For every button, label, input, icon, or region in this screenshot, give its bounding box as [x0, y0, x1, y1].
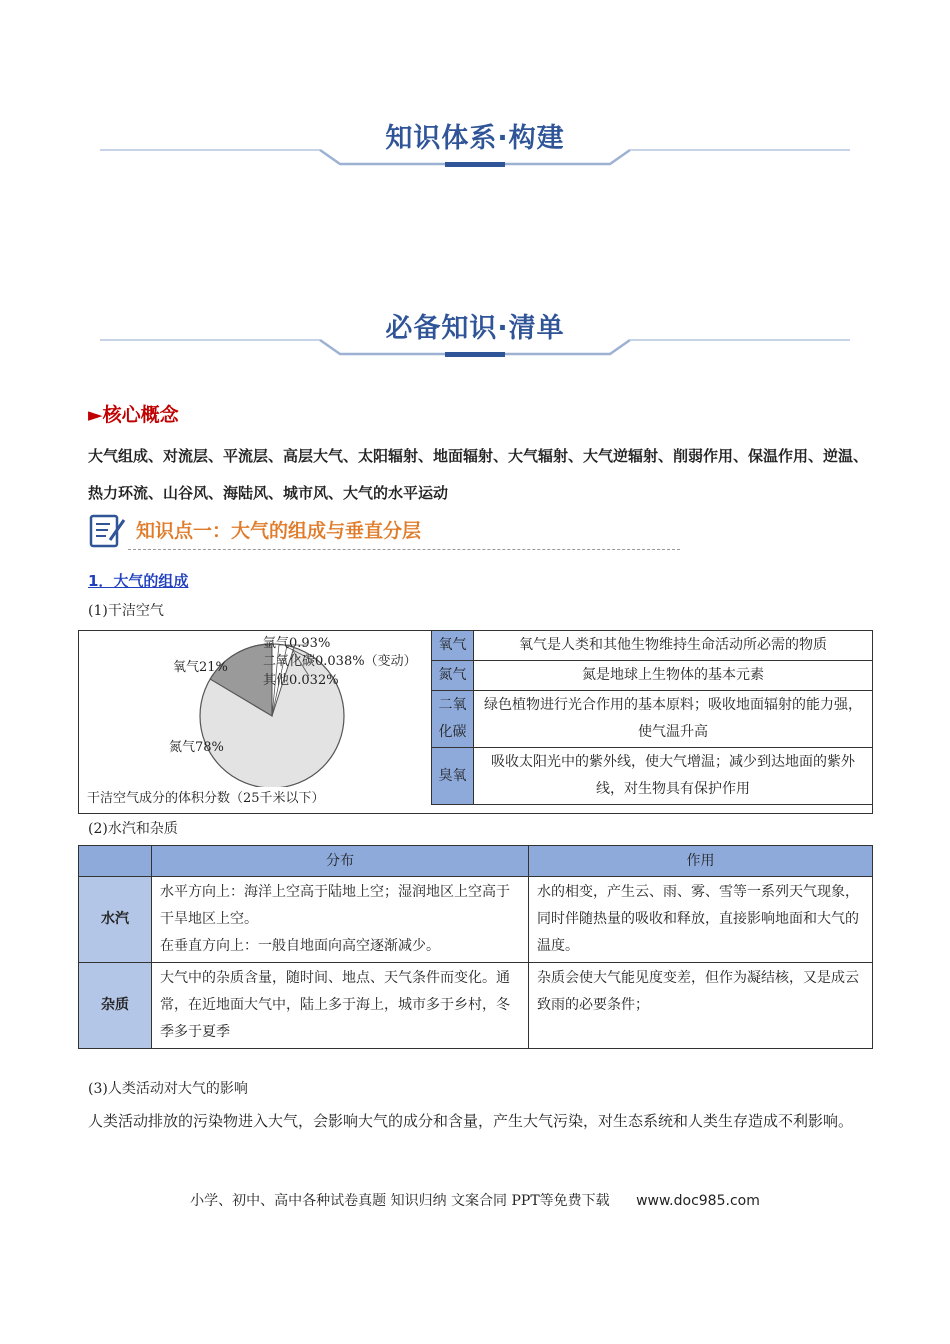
footer-text: 小学、初中、高中各种试卷真题 知识归纳 文案合同 PPT等免费下载 [190, 1193, 610, 1209]
subsection-dry-air: (1)干洁空气 [88, 603, 164, 619]
banner-title: 知识体系·构建 [385, 123, 565, 154]
pie-label-argon: 氩气0.93% [263, 636, 331, 651]
notepad-pencil-icon [88, 510, 128, 550]
section-title: 1．大气的组成 [88, 572, 189, 590]
gas-name: 臭氧 [432, 748, 474, 805]
gas-name: 二氧化碳 [432, 691, 474, 748]
pie-label-co2: 二氧化碳0.038%（变动） [263, 654, 417, 669]
composition-pie-chart [79, 631, 431, 787]
pie-label-other: 其他0.032% [263, 673, 339, 688]
gas-function-table [431, 630, 873, 805]
knowledge-point-title: 知识点一：大气的组成与垂直分层 [136, 520, 422, 542]
section-banner-1 [90, 110, 860, 170]
table-row [79, 877, 873, 963]
table-header-row [79, 846, 873, 877]
dashed-divider [128, 549, 680, 550]
table-header: 分布 [152, 846, 529, 877]
row-label: 水汽 [79, 877, 152, 963]
row-label: 杂质 [79, 963, 152, 1049]
distribution-cell [152, 877, 529, 963]
human-impact-text: 人类活动排放的污染物进入大气，会影响大气的成分和含量，产生大气污染，对生态系统和人类生存造成不利影响。 [88, 1112, 854, 1130]
table-row [432, 691, 873, 748]
gas-desc: 吸收太阳光中的紫外线，使大气增温；减少到达地面的紫外线，对生物具有保护作用 [474, 748, 873, 805]
vapor-impurity-table [78, 845, 873, 1049]
core-concepts-text: 大气组成、对流层、平流层、高层大气、太阳辐射、地面辐射、大气辐射、大气逆辐射、削弱作用、保温作用、逆温、热力环流、山谷风、海陆风、城市风、大气的水平运动 [88, 447, 869, 502]
section-banner-2 [90, 300, 860, 360]
gas-desc: 绿色植物进行光合作用的基本原料；吸收地面辐射的能力强，使气温升高 [474, 691, 873, 748]
knowledge-point-header [88, 510, 680, 550]
core-concepts-heading: ►核心概念 [88, 404, 179, 426]
gas-desc: 氧气是人类和其他生物维持生命活动所必需的物质 [474, 631, 873, 661]
distribution-text: 水平方向上：海洋上空高于陆地上空；湿润地区上空高于干旱地区上空。 [160, 884, 510, 927]
effect-cell: 杂质会使大气能见度变差，但作为凝结核，又是成云致雨的必要条件； [529, 963, 873, 1049]
gas-name: 氧气 [432, 631, 474, 661]
table-header: 作用 [529, 846, 873, 877]
pie-label-nitrogen: 氮气78% [169, 740, 224, 755]
table-row [432, 631, 873, 661]
gas-name: 氮气 [432, 661, 474, 691]
footer-url[interactable]: www.doc985.com [636, 1193, 760, 1209]
distribution-cell: 大气中的杂质含量，随时间、地点、天气条件而变化。通常，在近地面大气中，陆上多于海上，城市多于乡村，冬季多于夏季 [152, 963, 529, 1049]
page-footer [0, 1190, 950, 1210]
pie-area [79, 631, 431, 813]
table-header [79, 846, 152, 877]
pie-caption: 干洁空气成分的体积分数（25千米以下） [87, 791, 325, 806]
effect-cell: 水的相变，产生云、雨、雾、雪等一系列天气现象，同时伴随热量的吸收和释放，直接影响地面和大气的温度。 [529, 877, 873, 963]
gas-desc: 氮是地球上生物体的基本元素 [474, 661, 873, 691]
dry-air-box [78, 630, 873, 814]
banner-title: 必备知识·清单 [385, 313, 565, 344]
distribution-text: 在垂直方向上：一般自地面向高空逐渐减少。 [160, 938, 440, 954]
table-row [79, 963, 873, 1049]
subsection-human-impact: (3)人类活动对大气的影响 [88, 1081, 248, 1097]
table-row [432, 661, 873, 691]
subsection-vapor: (2)水汽和杂质 [88, 821, 178, 837]
table-row [432, 748, 873, 805]
pie-label-oxygen: 氧气21% [173, 660, 228, 675]
